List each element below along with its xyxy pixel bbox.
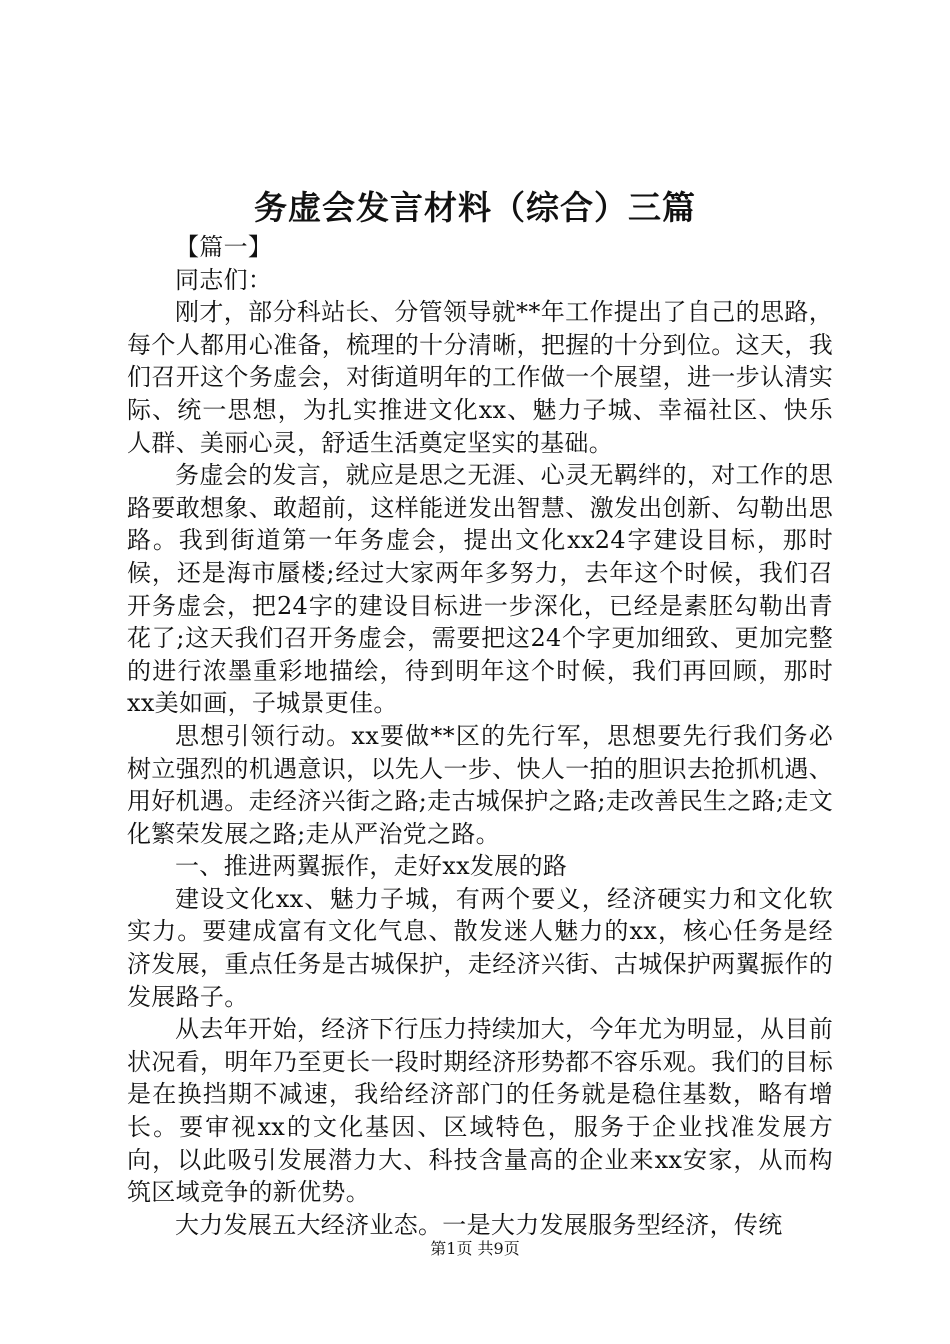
paragraph: 大力发展五大经济业态。一是大力发展服务型经济，传统 — [175, 1210, 783, 1239]
section-heading: 一、推进两翼振作，走好xx发展的路 — [175, 852, 568, 881]
page-footer: 第1页 共9页 — [430, 1239, 520, 1258]
paragraph: 思想引领行动。xx要做**区的先行军，思想要先行我们务必树立强烈的机遇意识，以先人一步、快人一拍的胆识去抢抓机遇、用好机遇。走经济兴街之路;走古城保护之路;走改善民生之路;走文化繁荣发展之路;走从严治党之路。 — [127, 721, 833, 848]
section-label: 【篇一】 — [175, 233, 273, 261]
salutation: 同志们： — [175, 265, 273, 294]
paragraph: 刚才，部分科站长、分管领导就**年工作提出了自己的思路，每个人都用心准备，梳理的十分清晰，把握的十分到位。这天，我们召开这个务虚会，对街道明年的工作做一个展望，进一步认清实际、统一思想，为扎实推进文化xx、魅力子城、幸福社区、快乐人群、美丽心灵，舒适生活奠定坚实的基础。 — [127, 298, 833, 457]
paragraph: 从去年开始，经济下行压力持续加大，今年尤为明显，从目前状况看，明年乃至更长一段时期经济形势都不容乐观。我们的目标是在换挡期不减速，我给经济部门的任务就是稳住基数，略有增长。要审视xx的文化基因、区域特色，服务于企业找准发展方向，以此吸引发展潜力大、科技含量高的企业来xx安家，从而构筑区域竞争的新优势。 — [127, 1015, 833, 1207]
paragraph: 务虚会的发言，就应是思之无涯、心灵无羁绊的，对工作的思路要敢想象、敢超前，这样能迸发出智慧、激发出创新、勾勒出思路。我到街道第一年务虚会，提出文化xx24字建设目标，那时候，还是海市蜃楼;经过大家两年多努力，去年这个时候，我们召开务虚会，把24字的建设目标进一步深化，已经是素胚勾勒出青花了;这天我们召开务虚会，需要把这24个字更加细致、更加完整的进行浓墨重彩地描绘，待到明年这个时候，我们再回顾，那时xx美如画，子城景更佳。 — [127, 461, 833, 718]
paragraph: 建设文化xx、魅力子城，有两个要义，经济硬实力和文化软实力。要建成富有文化气息、散发迷人魅力的xx，核心任务是经济发展，重点任务是古城保护，走经济兴街、古城保护两翼振作的发展路子。 — [127, 884, 833, 1011]
document-body — [127, 231, 833, 1241]
document-title: 务虚会发言材料（综合）三篇 — [254, 188, 696, 227]
